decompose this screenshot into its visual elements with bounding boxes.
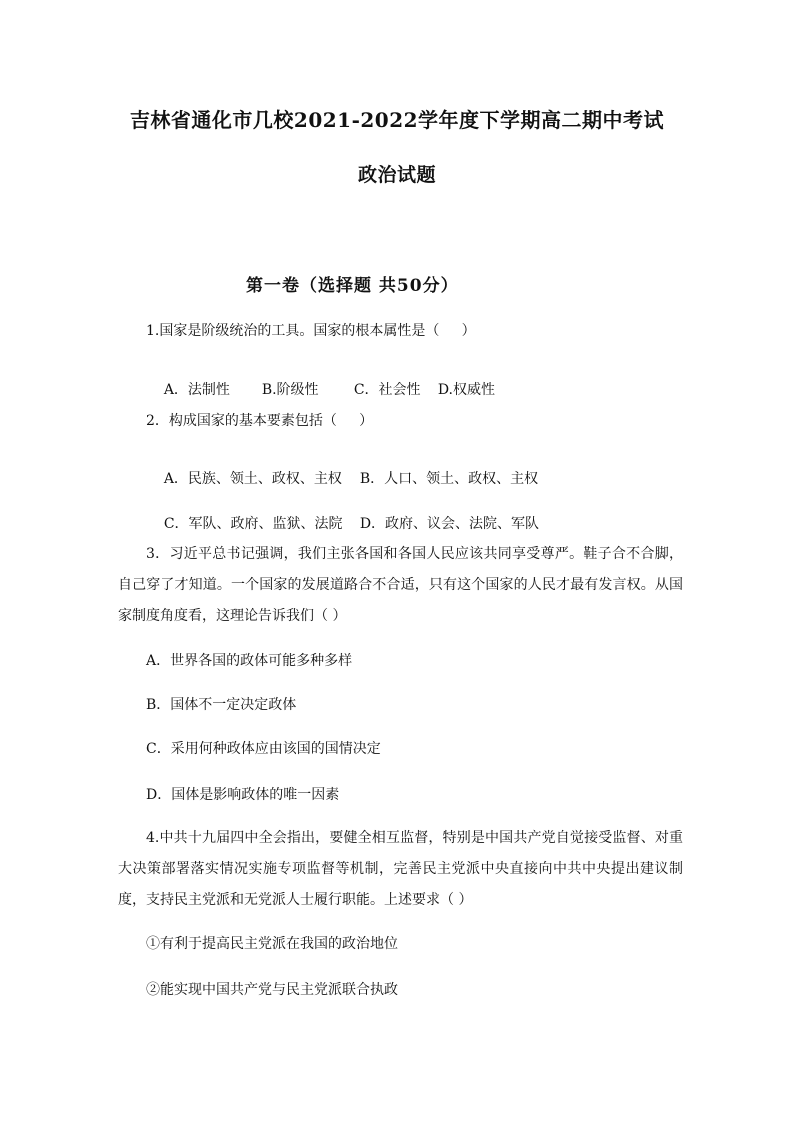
q4-statement-1: ①有利于提高民主党派在我国的政治地位 [146,936,398,952]
q2-option-a: A．民族、领土、政权、主权 [163,471,342,487]
question-2-stem: 2．构成国家的基本要素包括（ ） [146,413,374,429]
exam-title: 吉林省通化市几校2021-2022学年度下学期高二期中考试 [129,108,665,132]
q3-option-a: A．世界各国的政体可能多种多样 [146,653,353,669]
q2-option-d: D．政府、议会、法院、军队 [359,516,540,532]
q1-option-c: C．社会性 [353,382,421,398]
q3-option-b: B．国体不一定决定政体 [146,697,297,713]
question-2-options-row-1 [146,458,538,500]
question-3-stem: 3．习近平总书记强调，我们主张各国和各国人民应该共同享受尊严。鞋子合不合脚，自己穿了才知道。一个国家的发展道路合不合适，只有这个国家的人民才最有发言权。从国家制度角度看，这理论告诉我们（ ） [118,546,683,624]
q2-option-b: B．人口、领土、政权、主权 [359,471,539,487]
question-4-stem: 4.中共十九届四中全会指出，要健全相互监督，特别是中国共产党自觉接受监督、对重大决策部署落实情况实施专项监督等机制，完善民主党派中央直接向中共中央提出建议制度，支持民主党派和无党派人士履行职能。上述要求（ ） [118,830,683,908]
question-1-options [146,369,495,411]
q1-option-a: A．法制性 [163,382,230,398]
section-heading: 第一卷（选择题 共50分） [246,276,459,296]
question-1-stem: 1.国家是阶级统治的工具。国家的根本属性是（ ） [146,323,476,339]
q2-option-c: C．军队、政府、监狱、法院 [163,516,343,532]
q1-option-d: D.权威性 [437,382,495,398]
q3-option-d: D．国体是影响政体的唯一因素 [146,787,340,803]
q4-statement-2: ②能实现中国共产党与民主党派联合执政 [146,982,398,998]
exam-subtitle: 政治试题 [357,164,436,186]
q3-option-c: C．采用何种政体应由该国的国情决定 [146,741,381,757]
q1-option-b: B.阶级性 [261,382,319,398]
